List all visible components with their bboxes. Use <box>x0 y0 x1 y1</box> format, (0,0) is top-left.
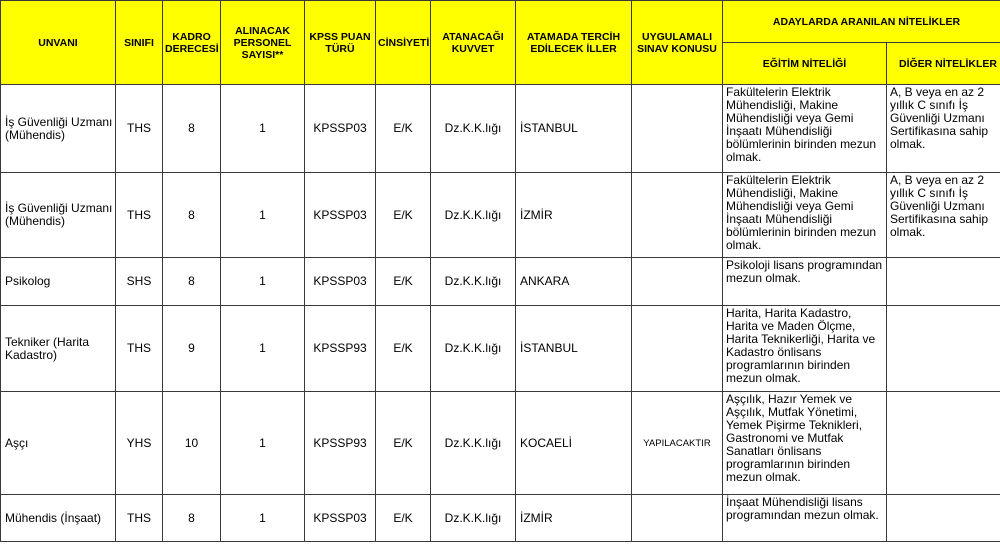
header-sinav: UYGULAMALI SINAV KONUSU <box>632 1 723 85</box>
cell-kpss: KPSSP93 <box>305 306 376 392</box>
cell-kadro: 8 <box>163 495 221 542</box>
cell-cinsiyet: E/K <box>376 392 431 495</box>
cell-egitim: Fakültelerin Elektrik Mühendisliği, Makine Mühendisliği veya Gemi İnşaatı Mühendisliği bölümlerinin birinden mezun olmak. <box>723 173 887 258</box>
cell-unvani: İş Güvenliği Uzmanı (Mühendis) <box>1 173 116 258</box>
cell-cinsiyet: E/K <box>376 173 431 258</box>
cell-kuvvet: Dz.K.K.lığı <box>431 258 516 306</box>
cell-unvani: Psikolog <box>1 258 116 306</box>
cell-sinifi: THS <box>116 495 163 542</box>
table-row <box>1 173 1000 258</box>
cell-unvani: İş Güvenliği Uzmanı (Mühendis) <box>1 85 116 173</box>
cell-kuvvet: Dz.K.K.lığı <box>431 495 516 542</box>
cell-alinacak: 1 <box>221 495 305 542</box>
cell-sinav <box>632 173 723 258</box>
cell-il: İZMİR <box>516 173 632 258</box>
header-egitim: EĞİTİM NİTELİĞİ <box>723 43 887 85</box>
header-unvani: UNVANI <box>1 1 116 85</box>
cell-kpss: KPSSP03 <box>305 258 376 306</box>
cell-diger <box>887 258 1000 306</box>
table-row <box>1 306 1000 392</box>
cell-kadro: 8 <box>163 85 221 173</box>
cell-cinsiyet: E/K <box>376 85 431 173</box>
cell-egitim: Aşçılık, Hazır Yemek ve Aşçılık, Mutfak Yönetimi, Yemek Pişirme Teknikleri, Gastronomi ve Mutfak Sanatları önlisans programlarının birinden mezun olmak. <box>723 392 887 495</box>
cell-sinifi: YHS <box>116 392 163 495</box>
cell-kadro: 8 <box>163 258 221 306</box>
header-kuvvet: ATANACAĞI KUVVET <box>431 1 516 85</box>
cell-diger <box>887 306 1000 392</box>
cell-kuvvet: Dz.K.K.lığı <box>431 85 516 173</box>
cell-unvani: Tekniker (Harita Kadastro) <box>1 306 116 392</box>
cell-kuvvet: Dz.K.K.lığı <box>431 306 516 392</box>
cell-alinacak: 1 <box>221 85 305 173</box>
cell-diger: A, B veya en az 2 yıllık C sınıfı İş Güvenliği Uzmanı Sertifikasına sahip olmak. <box>887 85 1000 173</box>
cell-il: İSTANBUL <box>516 85 632 173</box>
cell-kpss: KPSSP93 <box>305 392 376 495</box>
table-row <box>1 258 1000 306</box>
cell-diger: A, B veya en az 2 yıllık C sınıfı İş Güvenliği Uzmanı Sertifikasına sahip olmak. <box>887 173 1000 258</box>
cell-unvani: Aşçı <box>1 392 116 495</box>
cell-alinacak: 1 <box>221 258 305 306</box>
cell-alinacak: 1 <box>221 173 305 258</box>
cell-kuvvet: Dz.K.K.lığı <box>431 392 516 495</box>
cell-il: İSTANBUL <box>516 306 632 392</box>
cell-sinav <box>632 495 723 542</box>
cell-kpss: KPSSP03 <box>305 85 376 173</box>
header-sinifi: SINIFI <box>116 1 163 85</box>
table-row <box>1 495 1000 542</box>
cell-il: İZMİR <box>516 495 632 542</box>
table-row <box>1 85 1000 173</box>
cell-il: ANKARA <box>516 258 632 306</box>
cell-kuvvet: Dz.K.K.lığı <box>431 173 516 258</box>
cell-egitim: Psikoloji lisans programından mezun olmak. <box>723 258 887 306</box>
cell-cinsiyet: E/K <box>376 306 431 392</box>
cell-diger <box>887 495 1000 542</box>
cell-egitim: İnşaat Mühendisliği lisans programından mezun olmak. <box>723 495 887 542</box>
cell-sinifi: THS <box>116 173 163 258</box>
header-iller: ATAMADA TERCİH EDİLECEK İLLER <box>516 1 632 85</box>
cell-egitim: Fakültelerin Elektrik Mühendisliği, Makine Mühendisliği veya Gemi İnşaatı Mühendisliği bölümlerinin birinden mezun olmak. <box>723 85 887 173</box>
header-kpss: KPSS PUAN TÜRÜ <box>305 1 376 85</box>
cell-kadro: 10 <box>163 392 221 495</box>
cell-kadro: 9 <box>163 306 221 392</box>
header-cinsiyet: CİNSİYETİ <box>376 1 431 85</box>
cell-sinav <box>632 306 723 392</box>
cell-egitim: Harita, Harita Kadastro, Harita ve Maden Ölçme, Harita Teknikerliği, Harita ve Kadastro önlisans programlarının birinden mezun olmak. <box>723 306 887 392</box>
header-kadro: KADRO DERECESİ <box>163 1 221 85</box>
cell-il: KOCAELİ <box>516 392 632 495</box>
cell-alinacak: 1 <box>221 306 305 392</box>
cell-diger <box>887 392 1000 495</box>
cell-sinav <box>632 258 723 306</box>
cell-sinifi: THS <box>116 85 163 173</box>
cell-alinacak: 1 <box>221 392 305 495</box>
cell-sinav <box>632 85 723 173</box>
header-alinacak: ALINACAK PERSONEL SAYISI** <box>221 1 305 85</box>
cell-kpss: KPSSP03 <box>305 173 376 258</box>
cell-sinifi: THS <box>116 306 163 392</box>
cell-cinsiyet: E/K <box>376 258 431 306</box>
header-diger: DİĞER NİTELİKLER <box>887 43 1000 85</box>
cell-kadro: 8 <box>163 173 221 258</box>
cell-sinav: YAPILACAKTIR <box>632 392 723 495</box>
cell-sinifi: SHS <box>116 258 163 306</box>
cell-cinsiyet: E/K <box>376 495 431 542</box>
header-nitelikler: ADAYLARDA ARANILAN NİTELİKLER <box>723 1 1000 43</box>
table-row <box>1 392 1000 495</box>
cell-unvani: Mühendis (İnşaat) <box>1 495 116 542</box>
cell-kpss: KPSSP03 <box>305 495 376 542</box>
